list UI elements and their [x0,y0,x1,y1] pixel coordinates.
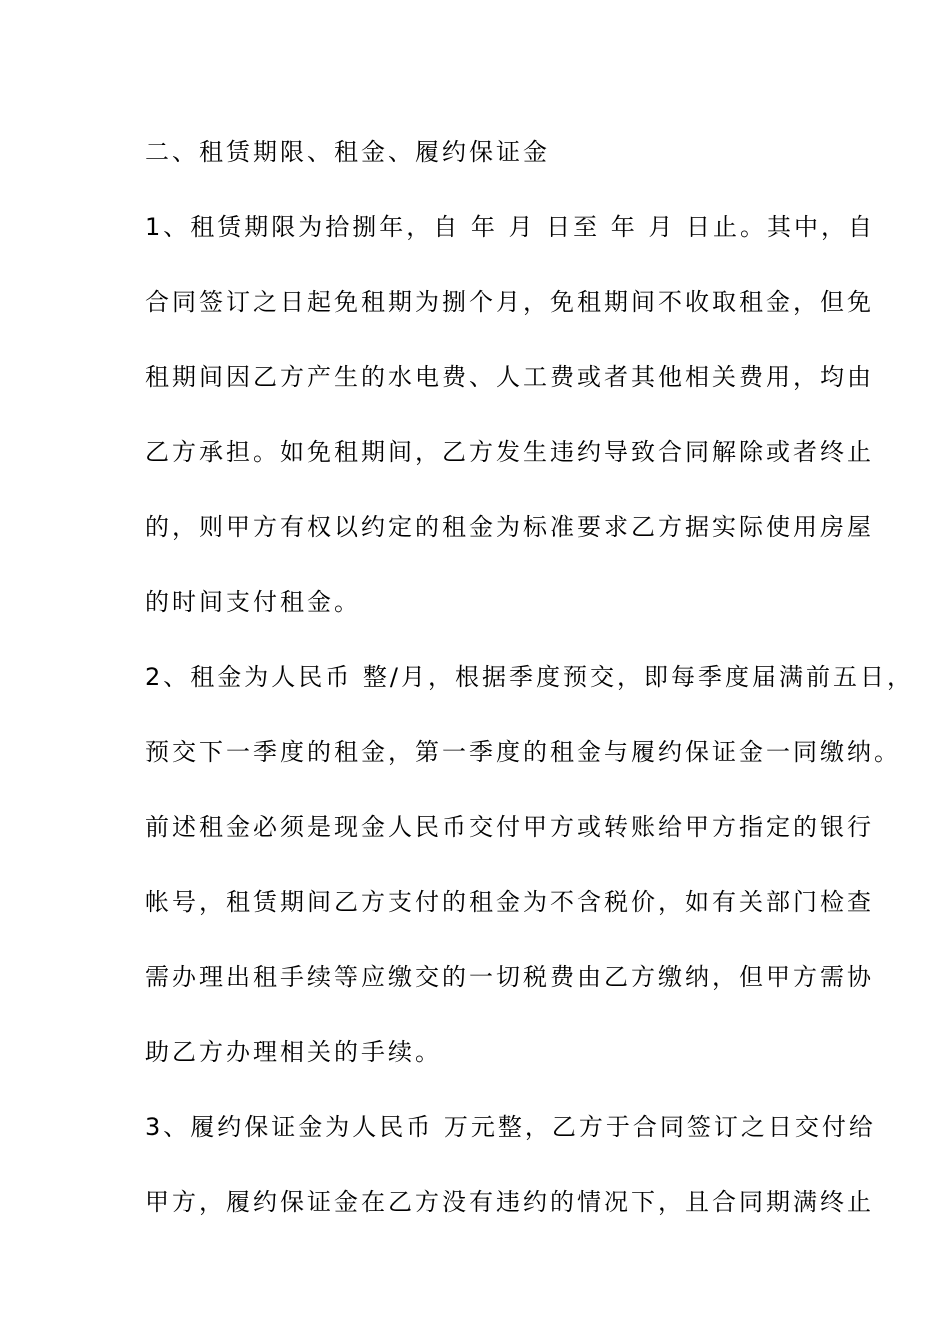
text-line-5: 的，则甲方有权以约定的租金为标准要求乙方据实际使用房屋 [145,513,874,541]
text-line-2: 合同签订之日起免租期为捌个月，免租期间不收取租金，但免 [145,288,874,316]
text-line-9: 前述租金必须是现金人民币交付甲方或转账给甲方指定的银行 [145,813,874,841]
text-line-7: 2、租金为人民币 整/月，根据季度预交，即每季度届满前五日， [145,663,914,691]
section-heading: 二、租赁期限、租金、履约保证金 [145,138,550,166]
text-line-8: 预交下一季度的租金，第一季度的租金与履约保证金一同缴纳。 [145,738,901,766]
text-line-1: 1、租赁期限为拾捌年，自 年 月 日至 年 月 日止。其中，自 [145,213,876,241]
text-line-14: 甲方，履约保证金在乙方没有违约的情况下，且合同期满终止 [145,1188,874,1216]
text-line-13: 3、履约保证金为人民币 万元整，乙方于合同签订之日交付给 [145,1113,876,1141]
text-line-4: 乙方承担。如免租期间，乙方发生违约导致合同解除或者终止 [145,438,874,466]
text-line-3: 租期间因乙方产生的水电费、人工费或者其他相关费用，均由 [145,363,874,391]
text-line-11: 需办理出租手续等应缴交的一切税费由乙方缴纳，但甲方需协 [145,963,874,991]
text-line-12: 助乙方办理相关的手续。 [145,1038,442,1066]
text-line-10: 帐号，租赁期间乙方支付的租金为不含税价，如有关部门检查 [145,888,874,916]
text-line-6: 的时间支付租金。 [145,588,361,616]
